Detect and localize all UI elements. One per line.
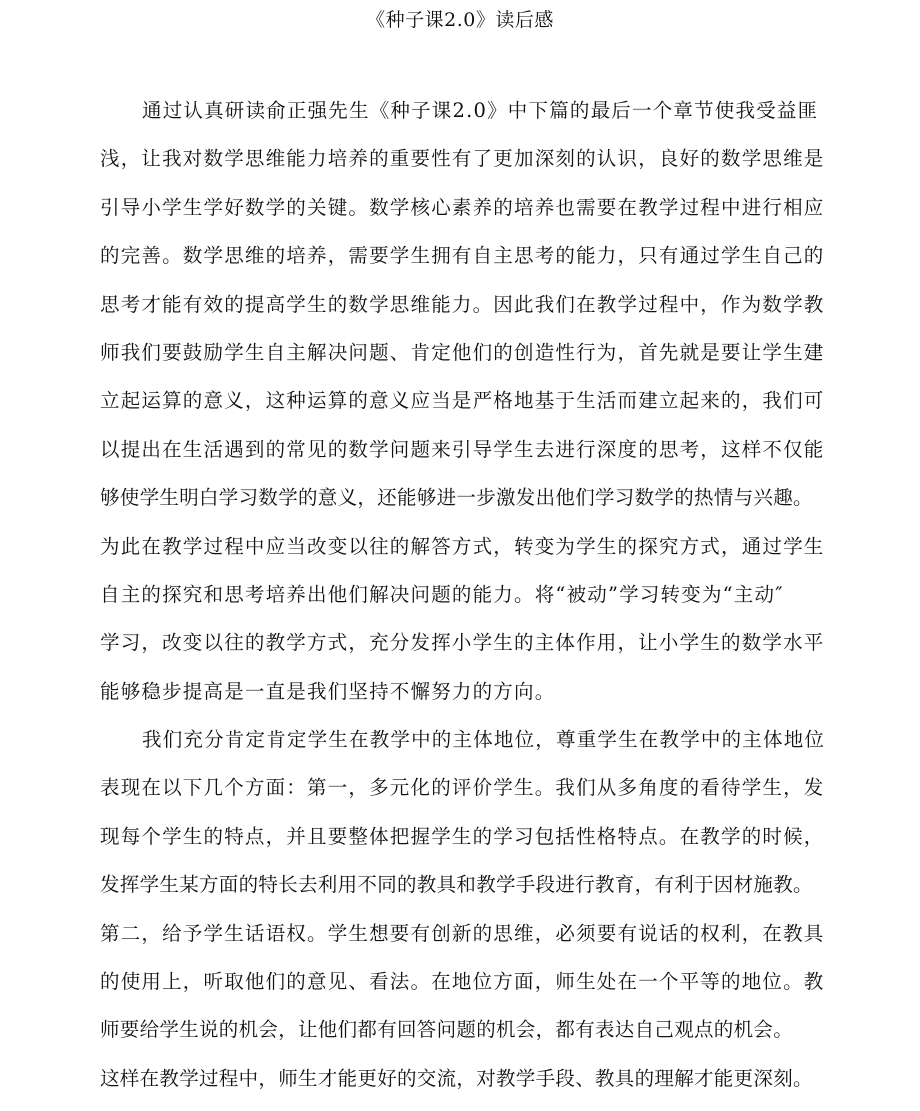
text-line: 为此在教学过程中应当改变以往的解答方式，转变为学生的探究方式，通过学生 bbox=[100, 534, 825, 558]
document-title: 《种子课2.0》读后感 bbox=[366, 9, 554, 31]
text-line: 第二，给予学生话语权。学生想要有创新的思维，必须要有说话的权利，在教具 bbox=[100, 921, 825, 945]
text-line: 引导小学生学好数学的关键。数学核心素养的培养也需要在教学过程中进行相应 bbox=[100, 195, 825, 219]
text-line: 立起运算的意义，这种运算的意义应当是严格地基于生活而建立起来的，我们可 bbox=[100, 389, 825, 413]
text-line: 通过认真研读俞正强先生《种子课2.0》中下篇的最后一个章节使我受益匪 bbox=[142, 99, 819, 122]
text-line: 师要给学生说的机会，让他们都有回答问题的机会，都有表达自己观点的机会。 bbox=[100, 1018, 794, 1042]
paragraph-1 bbox=[100, 95, 825, 724]
text-line: 的使用上，听取他们的意见、看法。在地位方面，师生处在一个平等的地位。教 bbox=[100, 969, 825, 993]
text-line: 学习，改变以往的教学方式，充分发挥小学生的主体作用，让小学生的数学水平 bbox=[100, 631, 825, 655]
text-line: 这样在教学过程中，师生才能更好的交流，对教学手段、教具的理解才能更深刻。 bbox=[100, 1066, 813, 1090]
text-line: 发挥学生某方面的特长去利用不同的教具和教学手段进行教育，有利于因材施教。 bbox=[100, 873, 813, 897]
text-line: 表现在以下几个方面：第一，多元化的评价学生。我们从多角度的看待学生，发 bbox=[100, 776, 825, 800]
text-line: 能够稳步提高是一直是我们坚持不懈努力的方向。 bbox=[100, 679, 556, 703]
text-line: 自主的探究和思考培养出他们解决问题的能力。将“被动”学习转变为“主动″ bbox=[100, 582, 784, 606]
text-line: 够使学生明白学习数学的意义，还能够进一步激发出他们学习数学的热情与兴趣。 bbox=[100, 486, 813, 510]
text-line: 以提出在生活遇到的常见的数学问题来引导学生去进行深度的思考，这样不仅能 bbox=[100, 437, 825, 461]
text-line: 师我们要鼓励学生自主解决问题、肯定他们的创造性行为，首先就是要让学生建 bbox=[100, 340, 825, 364]
text-line: 现每个学生的特点，并且要整体把握学生的学习包括性格特点。在教学的时候， bbox=[100, 824, 825, 848]
text-line: 思考才能有效的提高学生的数学思维能力。因此我们在教学过程中，作为数学教 bbox=[100, 292, 825, 316]
text-line: 我们充分肯定肯定学生在教学中的主体地位，尊重学生在教学中的主体地位 bbox=[142, 728, 826, 751]
text-line: 的完善。数学思维的培养，需要学生拥有自主思考的能力，只有通过学生自己的 bbox=[100, 244, 825, 268]
text-line: 浅，让我对数学思维能力培养的重要性有了更加深刻的认识，良好的数学思维是 bbox=[100, 147, 825, 171]
paragraph-2 bbox=[100, 724, 826, 1111]
